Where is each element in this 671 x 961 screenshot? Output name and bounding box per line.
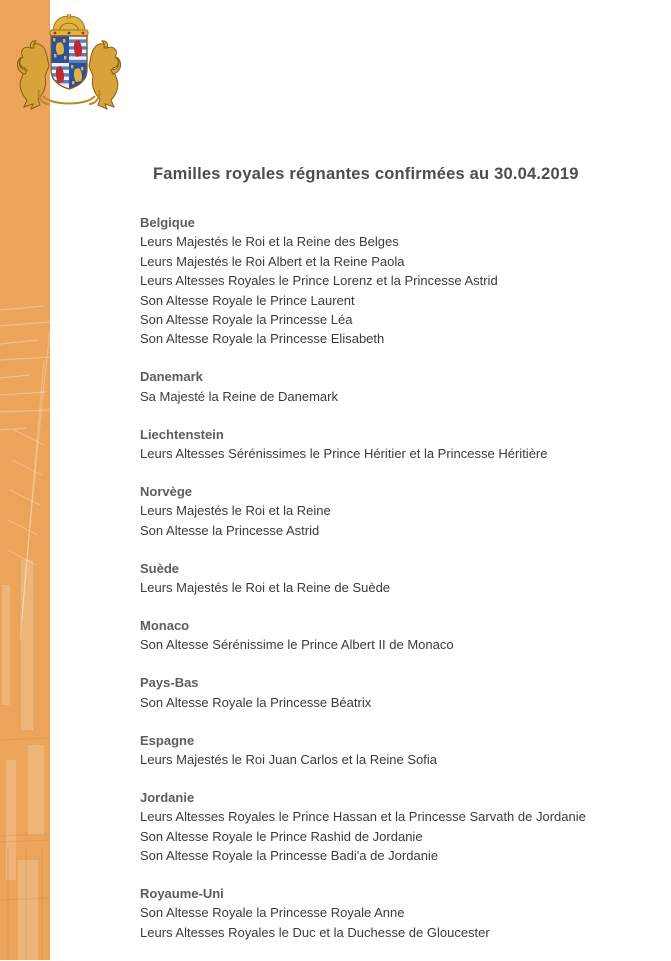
royal-title-line: Son Altesse Royale la Princesse Elisabeth xyxy=(140,331,385,347)
country-section xyxy=(140,367,671,406)
country-sections xyxy=(140,213,671,942)
royal-title-line: Leurs Majestés le Roi et la Reine xyxy=(140,503,331,519)
country-heading: Monaco xyxy=(140,618,190,633)
country-section xyxy=(140,482,671,540)
country-heading: Royaume-Uni xyxy=(140,886,224,902)
royal-title-line: Leurs Altesses Royales le Prince Hassan et la Princesse Sarvath de Jordanie xyxy=(140,809,586,825)
country-heading: Danemark xyxy=(140,369,203,385)
country-heading: Liechtenstein xyxy=(140,426,224,442)
country-section xyxy=(140,731,671,770)
royal-title-line: Leurs Majestés le Roi Juan Carlos et la Reine Sofia xyxy=(140,752,437,768)
royal-title-line: Leurs Altesses Royales le Duc et la Duchesse de Gloucester xyxy=(140,924,490,940)
royal-title-line: Leurs Majestés le Roi et la Reine des Belges xyxy=(140,234,399,250)
royal-title-line: Leurs Altesses Sérénissimes le Prince Héritier et la Princesse Héritière xyxy=(140,446,548,462)
band-watermark-texture xyxy=(0,0,50,960)
document-content xyxy=(140,0,671,961)
country-heading: Pays-Bas xyxy=(140,675,199,691)
royal-title-line: Leurs Majestés le Roi et la Reine de Suède xyxy=(140,580,391,596)
country-heading: Norvège xyxy=(140,483,193,499)
country-heading: Belgique xyxy=(140,215,195,230)
royal-title-line: Leurs Majestés le Roi Albert et la Reine Paola xyxy=(140,253,405,269)
royal-title-line: Son Altesse Royale la Princesse Royale Anne xyxy=(140,905,405,921)
page-title: Familles royales régnantes confirmées au 30.04.2019 xyxy=(153,165,579,183)
country-heading: Jordanie xyxy=(140,789,195,805)
country-section xyxy=(140,425,671,464)
royal-title-line: Sa Majesté la Reine de Danemark xyxy=(140,388,338,404)
royal-title-line: Son Altesse la Princesse Astrid xyxy=(140,522,320,538)
royal-title-line: Son Altesse Royale le Prince Rashid de Jordanie xyxy=(140,828,423,844)
royal-title-line: Leurs Altesses Royales le Prince Lorenz et la Princesse Astrid xyxy=(140,273,498,289)
country-section xyxy=(140,213,671,349)
royal-title-line: Son Altesse Royale le Prince Laurent xyxy=(140,292,355,308)
country-heading: Espagne xyxy=(140,732,195,748)
left-orange-band xyxy=(0,0,50,960)
royal-title-line: Son Altesse Royale la Princesse Béatrix xyxy=(140,694,372,710)
country-section xyxy=(140,788,671,866)
royal-title-line: Son Altesse Royale la Princesse Léa xyxy=(140,312,353,328)
royal-title-line: Son Altesse Royale la Princesse Badi'a de Jordanie xyxy=(140,848,439,864)
royal-title-line: Son Altesse Sérénissime le Prince Albert II de Monaco xyxy=(140,637,454,653)
country-section xyxy=(140,673,671,712)
country-section xyxy=(140,884,671,942)
luxembourg-coat-of-arms-icon xyxy=(13,14,125,112)
country-section xyxy=(140,616,671,655)
country-heading: Suède xyxy=(140,560,180,576)
country-section xyxy=(140,559,671,598)
